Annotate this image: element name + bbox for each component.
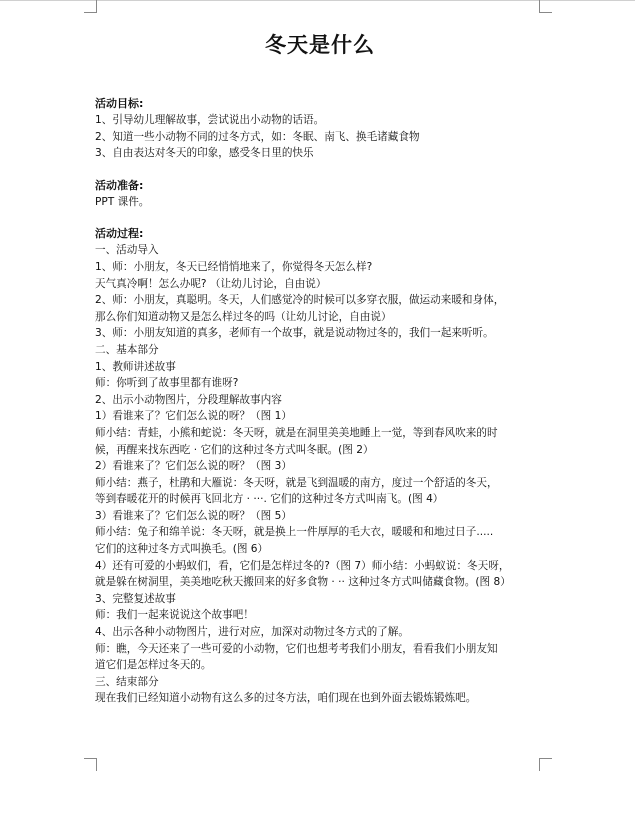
text-line: 等到春暖花开的时候再飞回北方 · ···. 它们的这种过冬方式叫南飞。(图 4） [95,493,444,506]
text-line: 那么你们知道动物又是怎么样过冬的吗（让幼儿讨论，自由说） [95,310,392,323]
text-line: 天气真冷啊！怎么办呢? （让幼儿讨论，自由说） [95,277,327,290]
text-line: 现在我们已经知道小动物有这么多的过冬方法，咱们现在也到外面去锻炼锻炼吧。 [95,692,477,705]
margin-corner-top-right [539,0,552,13]
text-line: 道它们是怎样过冬天的。 [95,659,212,672]
text-line: 师小结：兔子和绵羊说：冬天呀，就是换上一件厚厚的毛大衣，暖暖和和地过日子..... [95,526,494,539]
margin-corner-top-left [84,0,97,13]
text-line: 3、师：小朋友知道的真多，老师有一个故事，就是说动物过冬的，我们一起来听听。 [95,327,494,340]
text-line: 1）看谁来了？它们怎么说的呀？（图 1） [95,410,292,423]
document-title: 冬天是什么 [265,33,375,57]
text-line: 一、活动导入 [95,244,159,257]
text-line: 师小结：燕子，杜鹃和大雁说：冬天呀，就是飞到温暖的南方，度过一个舒适的冬天， [95,476,498,489]
section-process [95,226,545,707]
text-line: 三、结束部分 [95,675,159,688]
text-line: 1、师：小朋友，冬天已经悄悄地来了，你觉得冬天怎么样? [95,260,373,273]
text-line: 2）看谁来了？它们怎么说的呀？（图 3） [95,460,292,473]
text-line: 师：瞧，今天还来了一些可爱的小动物，它们也想考考我们小朋友，看看我们小朋友知 [95,642,498,655]
section-prep [95,178,545,211]
margin-corner-bottom-left [84,758,97,771]
text-line: 4）还有可爱的小蚂蚁们，看，它们是怎样过冬的?（图 7）师小结：小蚂蚁说：冬天呀， [95,559,510,572]
text-line: 它们的这种过冬方式叫换毛。(图 6） [95,543,269,556]
text-line: 1、引导幼儿理解故事，尝试说出小动物的话语。 [95,114,325,126]
text-line: 二、基本部分 [95,343,159,356]
text-line: 3、完整复述故事 [95,592,176,605]
text-line: 4、出示各种小动物图片，进行对应，加深对动物过冬方式的了解。 [95,626,409,639]
section-goals [95,96,545,162]
text-line: 就是躲在树洞里，美美地吃秋天搬回来的好多食物 · ·· 这种过冬方式叫储藏食物。(图 8） [95,576,511,589]
text-line: 师：你听到了故事里都有谁呀? [95,377,239,390]
section-heading: 活动过程: [95,227,144,241]
section-heading: 活动准备: [95,178,144,192]
margin-corner-bottom-right [539,758,552,771]
text-line: 2、师：小朋友，真聪明。冬天，人们感觉冷的时候可以多穿衣服，做运动来暖和身体， [95,294,505,307]
document-body[interactable] [95,30,545,707]
section-heading: 活动目标: [95,97,144,110]
text-line: 2、知道一些小动物不同的过冬方式，如：冬眠、南飞、换毛诸藏食物 [95,130,420,143]
text-line: 3）看谁来了？它们怎么说的呀？（图 5） [95,509,292,522]
text-line: 候，再醒来找东西吃 · 它们的这种过冬方式叫冬眠。(图 2） [95,443,374,456]
text-line: 师小结：青蛙，小熊和蛇说：冬天呀，就是在洞里美美地睡上一觉，等到春风吹来的时 [95,426,498,439]
text-line: 2、出示小动物图片，分段理解故事内容 [95,393,282,406]
text-line: 师：我们一起来说说这个故事吧！ [95,609,254,622]
text-line: 1、教师讲述故事 [95,360,176,373]
text-line: PPT 课件。 [95,195,150,208]
text-line: 3、自由表达对冬天的印象，感受冬日里的快乐 [95,147,314,160]
